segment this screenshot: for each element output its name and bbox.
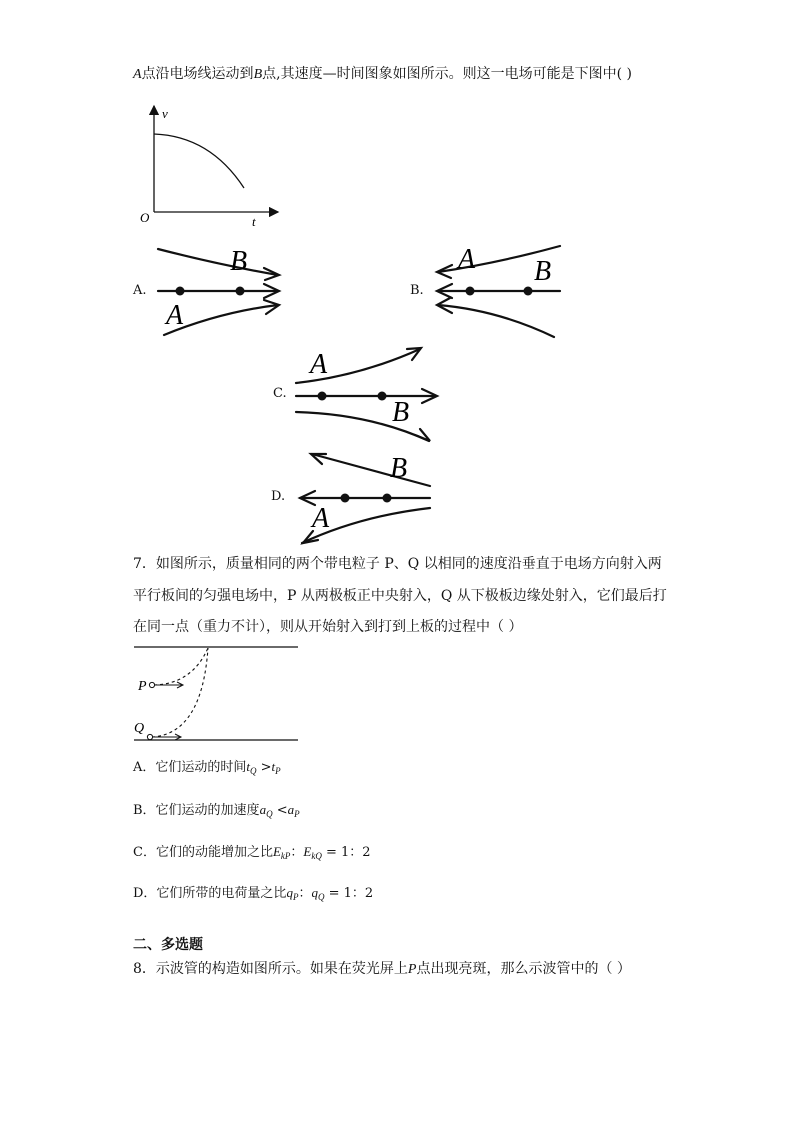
q6-option-a-diagram	[150, 238, 290, 344]
q7-option-d: D．它们所带的电荷量之比$q_P$：$q_Q = 1$：2	[133, 885, 374, 902]
q6-option-a-label: A.	[133, 283, 147, 298]
q6-vt-graph	[130, 100, 290, 230]
q6-option-a-point-start	[176, 287, 185, 296]
q7-path-p	[154, 648, 208, 685]
q7-particle-p	[149, 682, 154, 687]
q6-stem	[133, 64, 632, 85]
q7-path-q	[152, 648, 208, 737]
q7-particle-q	[147, 734, 152, 739]
q6-option-c-end-label: B	[392, 397, 410, 428]
q7-stem-line3: 在同一点（重力不计），则从开始射入到打到上板的过程中（ ）	[133, 619, 523, 635]
q6-option-a-point-end	[236, 287, 245, 296]
q6-stem-text1: 点沿电场线运动到	[141, 66, 254, 82]
q6-option-c-start-label: A	[310, 349, 328, 380]
q6-graph-t-label: t	[252, 214, 256, 229]
q6-option-b-point-start	[524, 287, 533, 296]
q6-option-a-end-label: B	[230, 246, 248, 277]
q6-option-c-point-end	[378, 392, 387, 401]
q7-stem-line1: 7．如图所示，质量相同的两个带电粒子 P、Q 以相同的速度沿垂直于电场方向射入两	[133, 556, 662, 572]
q6-option-d-point-end	[341, 494, 350, 503]
q6-option-d-end-label: A	[312, 503, 330, 534]
q6-option-c-point-start	[318, 392, 327, 401]
q6-option-d-start-label: B	[390, 453, 408, 484]
q7-option-c: C．它们的动能增加之比$E_{kP}$：$E_{kQ} = 1$：2	[133, 844, 371, 861]
q6-stem-b: B	[253, 67, 263, 82]
q6-option-b-end-label: B	[534, 256, 552, 287]
q7-option-b: B．它们运动的加速度$a_Q <a_P$	[133, 802, 300, 819]
q6-stem-text2: 点,其速度—时间图象如图所示。则这一电场可能是下图中( )	[262, 66, 632, 82]
section-multi-choice-title: 二、多选题	[133, 937, 203, 953]
q6-stem-a: A	[133, 67, 142, 82]
q6-option-d-diagram	[290, 446, 440, 552]
q6-option-d-label: D.	[271, 489, 286, 504]
q7-label-q: Q	[134, 721, 145, 736]
q7-label-p: P	[138, 679, 147, 694]
q6-option-b-diagram	[428, 238, 568, 344]
q6-graph-origin-label: O	[140, 210, 150, 225]
q6-option-b-label: B.	[410, 283, 424, 298]
q6-option-a-start-label: A	[166, 300, 184, 331]
q7-stem-line2: 平行板间的匀强电场中，P 从两极板正中央射入，Q 从下极板边缘处射入，它们最后打	[133, 588, 667, 604]
q6-option-c-label: C.	[273, 386, 287, 401]
q6-option-d-point-start	[383, 494, 392, 503]
q6-option-c-diagram	[290, 342, 450, 448]
q6-option-b-start-label: A	[458, 244, 476, 275]
q7-option-a: A．它们运动的时间$t_Q >t_P$	[133, 759, 281, 776]
q6-option-b-point-end	[466, 287, 475, 296]
q6-graph-curve	[154, 134, 244, 188]
q8-stem: 8．示波管的构造如图所示。如果在荧光屏上P点出现亮斑，那么示波管中的（ ）	[133, 961, 631, 977]
q7-figure	[130, 640, 305, 746]
q6-graph-v-label: v	[162, 106, 168, 121]
